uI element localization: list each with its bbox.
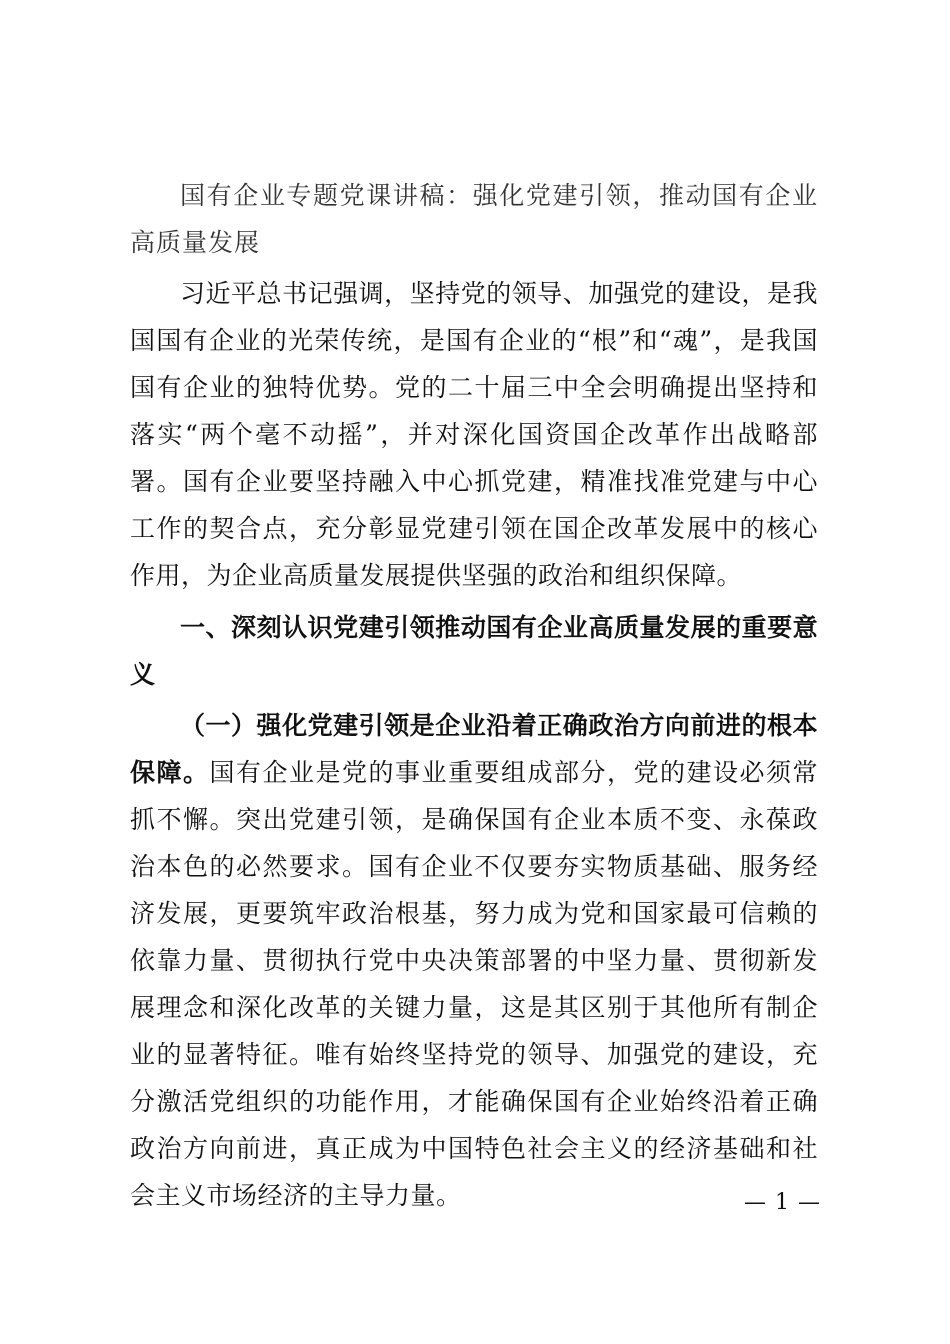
page-number: — 1 —	[744, 1190, 821, 1215]
document-page	[130, 172, 818, 1224]
section-heading-1: 一、深刻认识党建引领推动国有企业高质量发展的重要意义	[130, 613, 818, 689]
document-title: 国有企业专题党课讲稿：强化党建引领，推动国有企业高质量发展	[130, 181, 818, 257]
subsection-body-1: 国有企业是党的事业重要组成部分，党的建设必须常抓不懈。突出党建引领，是确保国有企业本质不变、永葆政治本色的必然要求。国有企业不仅要夯实物质基础、服务经济发展，更要筑牢政治根基，努力成为党和国家最可信赖的依靠力量、贯彻执行党中央决策部署的中坚力量、贯彻新发展理念和深化改革的关键力量，这是其区别于其他所有制企业的显著特征。唯有始终坚持党的领导、加强党的建设，充分激活党组织的功能作用，才能确保国有企业始终沿着正确政治方向前进，真正成为中国特色社会主义的经济基础和社会主义市场经济的主导力量。	[130, 758, 818, 1210]
subsection-paragraph-1	[130, 702, 818, 1219]
subsection-heading-1: （一）强化党建引领是企业沿着正确政治方向前进的根本保障。	[130, 711, 818, 787]
intro-paragraph: 习近平总书记强调，坚持党的领导、加强党的建设，是我国国有企业的光荣传统，是国有企业的“根”和“魂”，是我国国有企业的独特优势。党的二十届三中全会明确提出坚持和落实“两个毫不动摇”，并对深化国资国企改革作出战略部署。国有企业要坚持融入中心抓党建，精准找准党建与中心工作的契合点，充分彰显党建引领在国企改革发展中的核心作用，为企业高质量发展提供坚强的政治和组织保障。	[130, 279, 818, 590]
